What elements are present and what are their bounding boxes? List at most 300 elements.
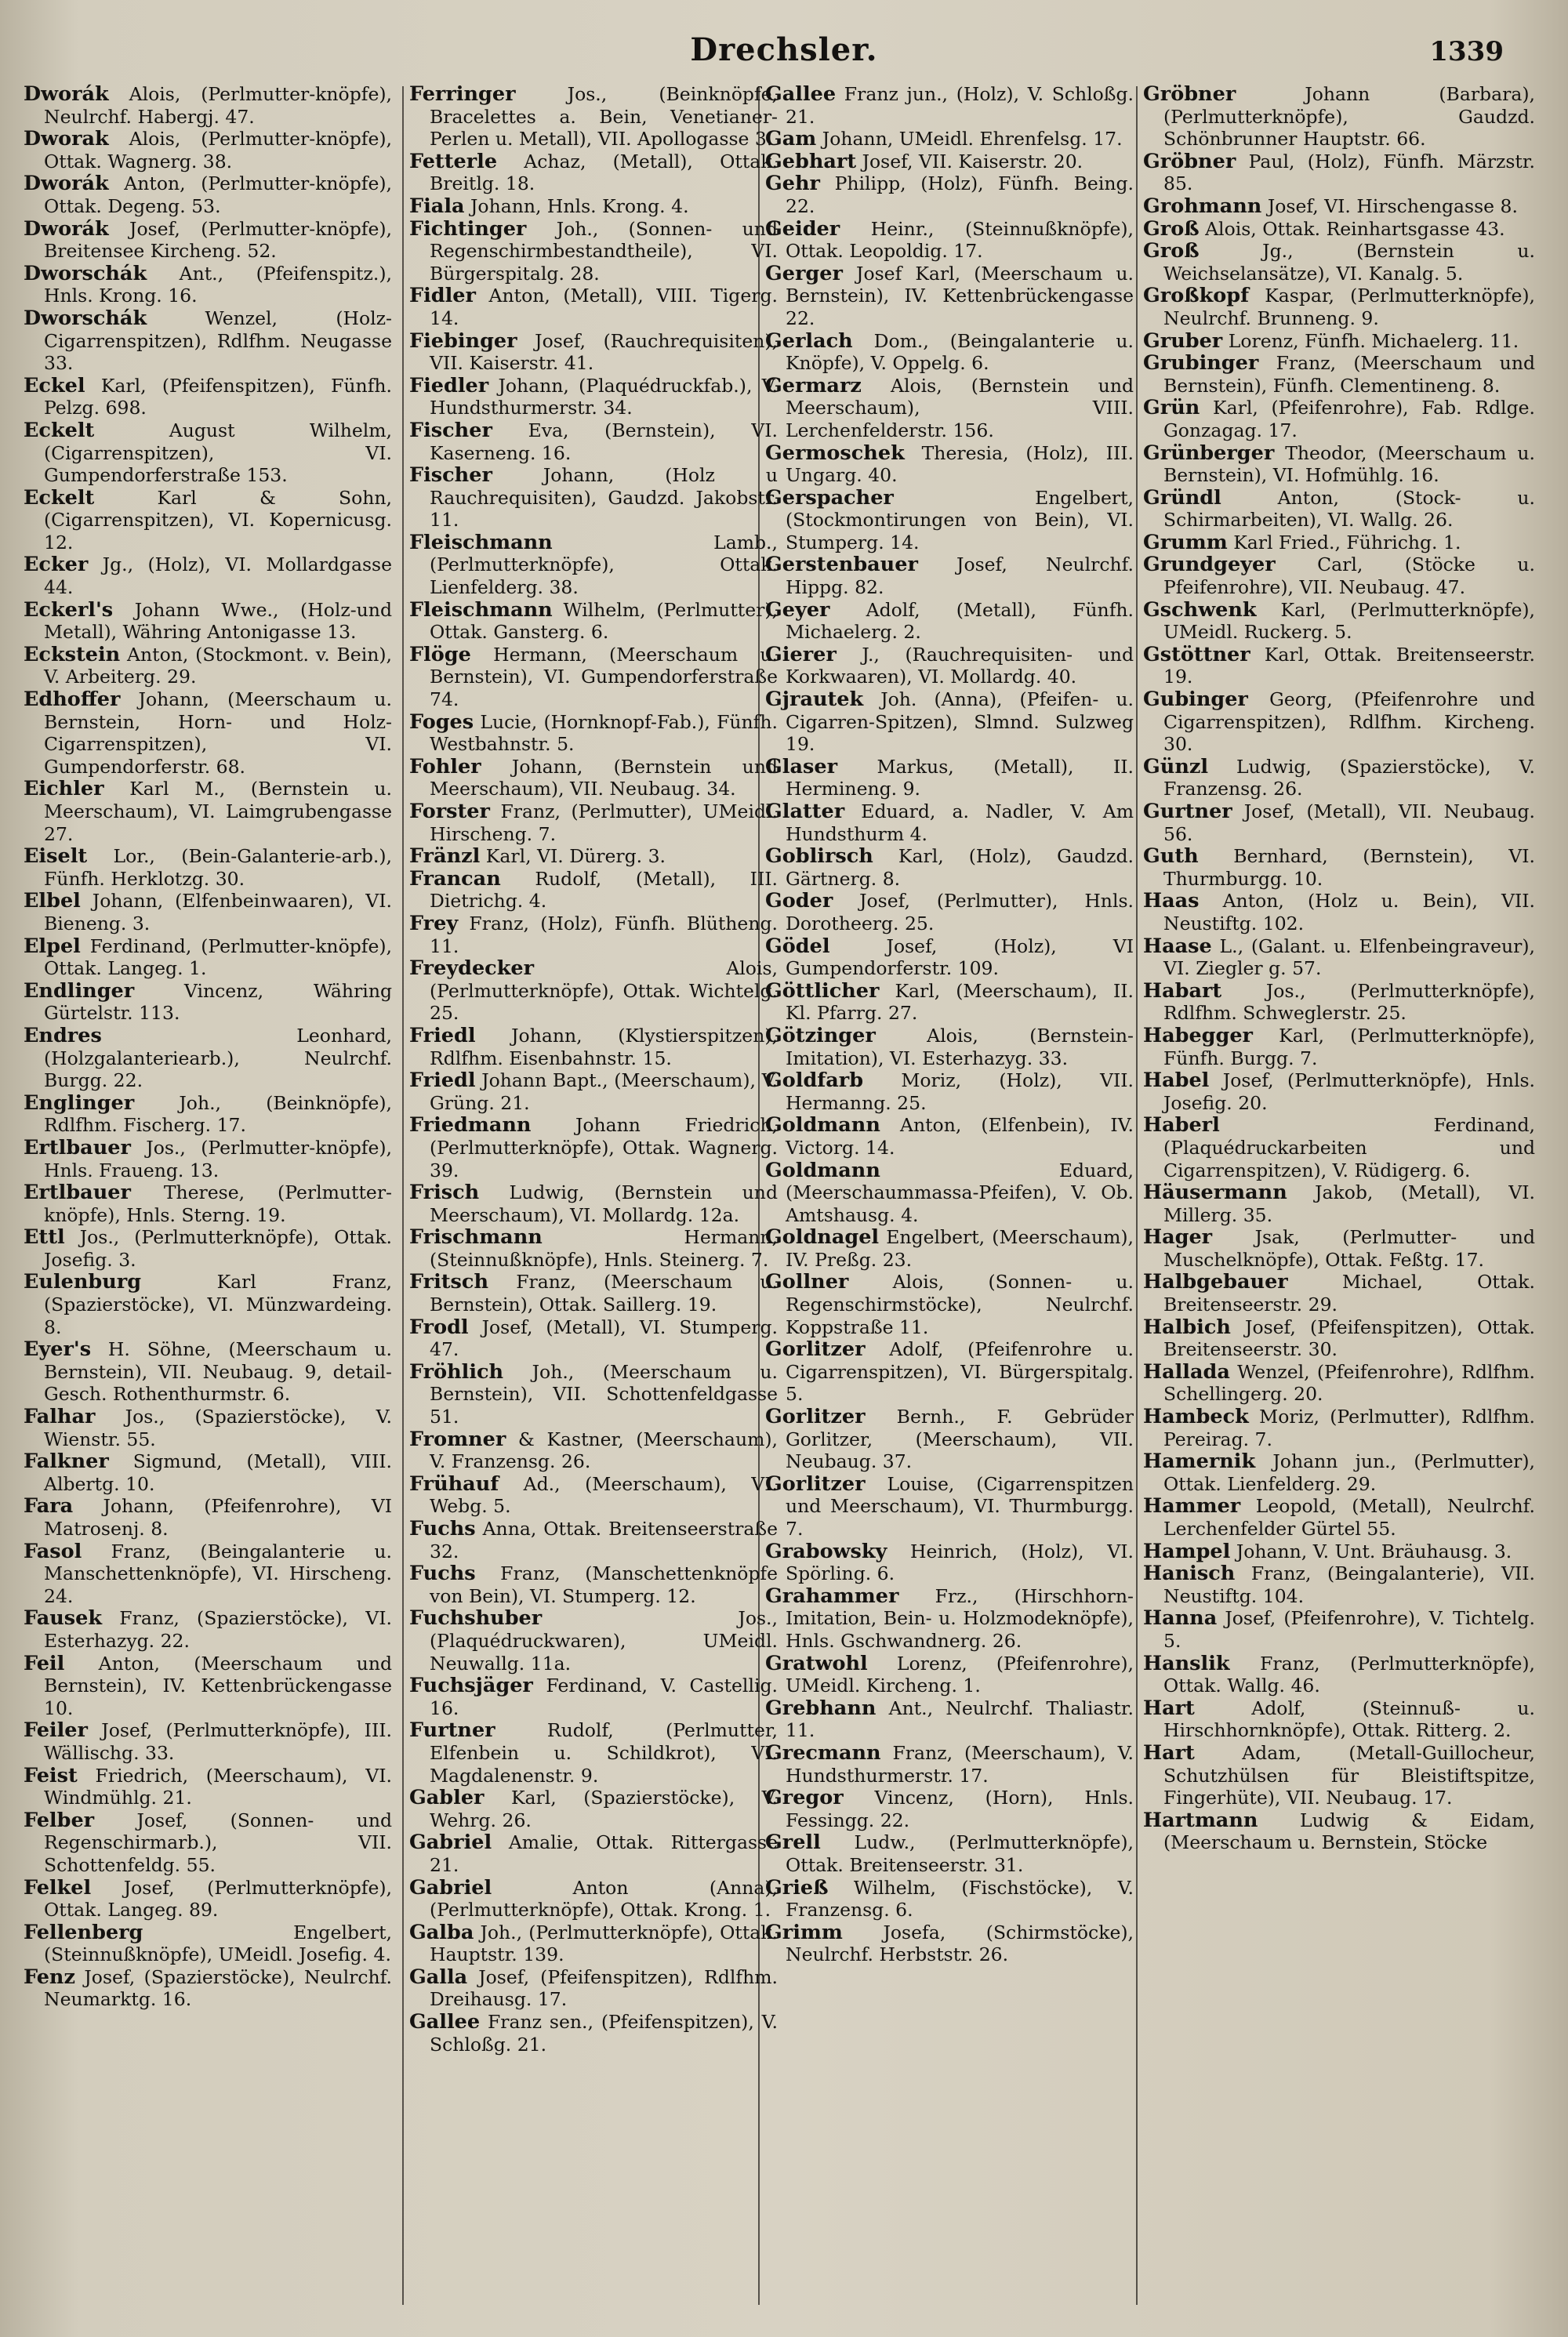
entry-name: Goldmann — [765, 1158, 880, 1182]
directory-entry — [1143, 800, 1535, 845]
entry-name: Friedl — [409, 1069, 476, 1093]
entry-name: Falhar — [24, 1405, 96, 1429]
directory-entry — [409, 464, 778, 532]
entry-name: Gehr — [765, 172, 820, 196]
entry-details: Hermann, (Meerschaum u. Bernstein), VI. Gumpendorferstraße 74. — [430, 643, 778, 711]
entry-details: Rudolf, (Perlmutter, Elfenbein u. Schildkrot), VI. Magdalenenstr. 9. — [430, 1719, 778, 1787]
entry-name: Haberl — [1143, 1113, 1220, 1138]
entry-details: Johann (Barbara), (Perlmutterknöpfe), Gaudzd. Schönbrunner Hauptstr. 66. — [1163, 83, 1535, 151]
entry-details: Karl Franz, (Spazierstöcke), VI. Münzwardeing. 8. — [44, 1271, 392, 1338]
directory-entry — [24, 1137, 392, 1181]
entry-details: Johann Wwe., (Holz-und Metall), Währing Antonigasse 13. — [44, 598, 392, 644]
entry-details: Kaspar, (Perlmutterknöpfe), Neulrchf. Brunneng. 9. — [1163, 285, 1535, 329]
directory-entry — [24, 1966, 392, 2011]
column-1 — [24, 83, 392, 2310]
entry-name: Flöge — [409, 642, 471, 666]
directory-entry — [24, 83, 392, 128]
directory-entry — [409, 1428, 778, 1473]
directory-entry — [1143, 1271, 1535, 1315]
entry-name: Goldmann — [765, 1113, 880, 1138]
directory-entry — [24, 128, 392, 172]
directory-entry — [409, 218, 778, 285]
directory-entry — [24, 1450, 392, 1495]
entry-details: Johann, (Bernstein und Meerschaum), VII. Neubaug. 34. — [430, 755, 778, 800]
entry-details: Josef, (Spazierstöcke), Neulrchf. Neumarktg. 16. — [44, 1965, 392, 2011]
directory-entry — [409, 1181, 778, 1226]
entry-name: Ettl — [24, 1225, 65, 1250]
entry-name: Fiala — [409, 194, 465, 218]
entry-name: Frisch — [409, 1181, 480, 1205]
entry-details: Karl M., (Bernstein u. Meerschaum), VI. Laimgrubengasse 27. — [44, 778, 392, 845]
entry-details: Josef, (Perlmutter), Hnls. Dorotheerg. 25. — [786, 890, 1134, 934]
entry-details: Josef, (Pfeifenrohre), V. Tichtelg. 5. — [1163, 1607, 1535, 1652]
entry-details: Karl, (Perlmutterknöpfe), Fünfh. Burgg. 7. — [1163, 1024, 1535, 1069]
entry-details: Johann, (Meerschaum u. Bernstein, Horn- und Holz-Cigarrenspitzen), VI. Gumpendorferstr. 68. — [44, 688, 392, 778]
directory-entry — [409, 1226, 778, 1271]
entry-name: Eulenburg — [24, 1270, 142, 1294]
directory-entry — [24, 599, 392, 644]
entry-name: Groß — [1143, 239, 1200, 263]
entry-name: Hart — [1143, 1740, 1195, 1765]
entry-details: Adolf, (Pfeifenrohre u. Cigarrenspitzen), VI. Bürgerspitalg. 5. — [786, 1338, 1134, 1406]
entry-name: Fuchs — [409, 1517, 476, 1540]
directory-entry — [765, 1787, 1134, 1831]
directory-entry — [765, 487, 1134, 554]
entry-details: Ant., (Pfeifenspitz.), Hnls. Krong. 16. — [44, 262, 392, 307]
directory-entry — [765, 599, 1134, 644]
directory-entry — [24, 1607, 392, 1652]
entry-details: Georg, (Pfeifenrohre und Cigarrenspitzen), Rdlfhm. Kircheng. 30. — [1163, 688, 1535, 756]
directory-entry — [24, 980, 392, 1025]
entry-details: Eduard, (Meerschaummassa-Pfeifen), V. Ob. Amtshausg. 4. — [786, 1159, 1134, 1226]
entry-details: Johann, (Holz u Rauchrequisiten), Gaudzd. Jakobstr. 11. — [430, 464, 778, 532]
entry-details: Ludwig, (Spazierstöcke), V. Franzensg. 26. — [1163, 755, 1535, 800]
entry-details: Ludwig, (Bernstein und Meerschaum), VI. Mollardg. 12a. — [430, 1181, 778, 1226]
entry-name: Habel — [1143, 1069, 1210, 1093]
entry-details: Johann, (Plaquédruckfab.), V. Hundsthurmerstr. 34. — [430, 374, 778, 419]
directory-entry — [1143, 352, 1535, 397]
directory-entry — [765, 1877, 1134, 1921]
directory-entry — [409, 1114, 778, 1181]
directory-entry — [765, 688, 1134, 756]
directory-entry — [24, 375, 392, 419]
entry-name: Häusermann — [1143, 1181, 1287, 1205]
entry-details: Alois, Ottak. Reinhartsgasse 43. — [1199, 217, 1505, 240]
directory-entry — [765, 1226, 1134, 1271]
entry-name: Felber — [24, 1808, 95, 1832]
directory-entry — [24, 688, 392, 778]
entry-name: Fasol — [24, 1539, 82, 1563]
entry-name: Frühauf — [409, 1472, 499, 1496]
entry-name: Hanslik — [1143, 1651, 1230, 1675]
directory-entry — [409, 330, 778, 375]
entry-name: Hallada — [1143, 1359, 1230, 1384]
entry-name: Francan — [409, 866, 501, 891]
directory-entry — [409, 1921, 778, 1966]
entry-details: Johann, UMeidl. Ehrenfelsg. 17. — [816, 128, 1123, 151]
directory-entry — [765, 375, 1134, 442]
entry-name: Dworschák — [24, 306, 147, 330]
entry-details: Franz, (Meerschaum und Bernstein), Fünfh. Clementineng. 8. — [1163, 352, 1535, 397]
entry-details: Josef, (Sonnen- und Regenschirmarb.), VII. Schottenfeldg. 55. — [44, 1809, 392, 1876]
entry-details: Johann, (Elfenbeinwaaren), VI. Bieneng. 3. — [44, 890, 392, 934]
entry-details: Johann, (Klystierspitzen), Rdlfhm. Eisenbahnstr. 15. — [430, 1024, 778, 1069]
entry-details: Franz sen., (Pfeifenspitzen), V. Schloßg. 21. — [430, 2011, 778, 2056]
entry-name: Grubinger — [1143, 351, 1259, 376]
entry-details: Johann jun., (Perlmutter), Ottak. Lienfelderg. 29. — [1163, 1450, 1535, 1495]
entry-details: Karl, (Pfeifenrohre), Fab. Rdlge. Gonzagag. 17. — [1163, 397, 1535, 441]
entry-details: Johann Bapt., (Meerschaum), V. Grüng. 21. — [430, 1069, 778, 1114]
entry-details: Anton, (Stockmont. v. Bein), V. Arbeiterg. 29. — [44, 643, 392, 688]
entry-name: Hanisch — [1143, 1562, 1236, 1586]
directory-entry — [24, 778, 392, 845]
entry-details: Dom., (Beingalanterie u. Knöpfe), V. Oppelg. 6. — [786, 329, 1134, 375]
entry-details: Karl, (Spazierstöcke), V. Wehrg. 26. — [430, 1787, 778, 1831]
directory-entry — [1143, 980, 1535, 1025]
entry-name: Grabowsky — [765, 1539, 887, 1563]
directory-entry — [409, 711, 778, 756]
entry-name: Gabriel — [409, 1831, 492, 1855]
entry-details: Wenzel, (Holz-Cigarrenspitzen), Rdlfhm. Neugasse 33. — [44, 307, 392, 375]
directory-entry — [24, 845, 392, 890]
directory-entry — [24, 1765, 392, 1809]
page-title: Drechsler. — [690, 31, 878, 68]
directory-entry — [1143, 1607, 1535, 1652]
directory-entry — [409, 1831, 778, 1876]
entry-name: Eichler — [24, 777, 104, 801]
directory-entry — [1143, 935, 1535, 980]
entry-details: Johann, (Pfeifenrohre), VI Matrosenj. 8. — [44, 1495, 392, 1540]
directory-entry — [765, 644, 1134, 688]
entry-details: Johann, V. Unt. Bräuhausg. 3. — [1230, 1540, 1512, 1562]
entry-name: Gerger — [765, 261, 843, 285]
directory-entry — [765, 128, 1134, 151]
entry-details: Friedrich, (Meerschaum), VI. Windmühlg. 21. — [44, 1764, 392, 1809]
entry-details: Ferdinand, V. Castellig. 16. — [430, 1675, 778, 1719]
entry-details: Karl & Sohn, (Cigarrenspitzen), VI. Kopernicusg. 12. — [44, 486, 392, 553]
entry-name: Goder — [765, 889, 833, 913]
directory-entry — [1143, 1406, 1535, 1450]
entry-details: Anton, (Stock- u. Schirmarbeiten), VI. Wallg. 26. — [1163, 486, 1535, 532]
entry-details: Jakob, (Metall), VI. Millerg. 35. — [1163, 1181, 1535, 1226]
directory-entry — [765, 1585, 1134, 1653]
directory-entry — [24, 419, 392, 487]
entry-details: Jg., (Holz), VI. Mollardgasse 44. — [44, 553, 392, 599]
entry-name: Gabriel — [409, 1875, 492, 1900]
directory-entry — [24, 1406, 392, 1450]
directory-entry — [409, 1518, 778, 1562]
directory-entry — [1143, 1025, 1535, 1069]
directory-entry — [409, 1877, 778, 1921]
entry-details: Josef, VII. Kaiserstr. 20. — [856, 150, 1083, 172]
entry-details: Karl, VI. Dürerg. 3. — [480, 845, 666, 868]
directory-entry — [1143, 1495, 1535, 1540]
column-4 — [1143, 83, 1535, 2310]
entry-details: Josef, (Perlmutterknöpfe), Ottak. Langeg. 89. — [44, 1876, 392, 1921]
entry-details: Franz, (Beingalanterie), VII. Neustiftg. 104. — [1163, 1562, 1535, 1607]
directory-entry — [409, 644, 778, 711]
entry-name: Halbgebauer — [1143, 1270, 1288, 1294]
entry-name: Felkel — [24, 1875, 92, 1900]
entry-name: Goldnagel — [765, 1225, 880, 1250]
directory-entry — [1143, 1316, 1535, 1361]
entry-name: Dworák — [24, 83, 109, 106]
entry-details: L., (Galant. u. Elfenbeingraveur), VI. Ziegler g. 57. — [1163, 934, 1535, 980]
directory-entry — [1143, 1742, 1535, 1809]
entry-name: Friedmann — [409, 1113, 532, 1138]
directory-entry — [409, 151, 778, 195]
entry-name: Gollner — [765, 1270, 849, 1294]
directory-entry — [409, 913, 778, 957]
directory-entry — [409, 83, 778, 151]
entry-details: Wilhelm, (Perlmutter), Ottak. Gansterg. 6. — [430, 598, 778, 644]
entry-details: Josef, (Pfeifenspitzen), Rdlfhm. Dreihausg. 17. — [430, 1965, 778, 2011]
directory-entry — [409, 1675, 778, 1719]
entry-details: Anna, Ottak. Breitenseerstraße 32. — [430, 1518, 778, 1562]
entry-name: Gruber — [1143, 328, 1223, 353]
entry-name: Fidler — [409, 284, 476, 308]
entry-name: Dworák — [24, 216, 109, 241]
column-divider — [402, 86, 404, 2305]
directory-entry — [24, 935, 392, 980]
directory-entry — [24, 1653, 392, 1720]
directory-entry — [24, 1092, 392, 1137]
entry-details: Josef Karl, (Meerschaum u. Bernstein), IV. Kettenbrückengasse 22. — [786, 262, 1134, 329]
directory-entry — [1143, 285, 1535, 329]
entry-name: Habart — [1143, 978, 1222, 1003]
entry-details: Engelbert, (Stockmontirungen von Bein), VI. Stumperg. 14. — [786, 486, 1134, 553]
entry-details: Theresia, (Holz), III. Ungarg. 40. — [786, 441, 1134, 487]
directory-entry — [1143, 1653, 1535, 1697]
entry-name: Endlinger — [24, 978, 135, 1003]
entry-name: Ertlbauer — [24, 1181, 131, 1205]
directory-entry — [409, 1316, 778, 1361]
entry-details: Ludw., (Perlmutterknöpfe), Ottak. Breitenseerstr. 31. — [786, 1831, 1134, 1876]
entry-name: Hamernik — [1143, 1450, 1256, 1474]
entry-details: Josef, VI. Hirschengasse 8. — [1261, 194, 1518, 217]
entry-details: Franz, (Perlmutter), UMeidl. Hirscheng. 7. — [430, 800, 778, 845]
directory-entry — [409, 1271, 778, 1315]
entry-name: Eckerl's — [24, 597, 114, 622]
directory-entry — [24, 1025, 392, 1092]
entry-details: Adam, (Metall-Guillocheur, Schutzhülsen für Bleistiftspitze, Fingerhüte), VII. Neubaug. 17. — [1163, 1741, 1535, 1809]
directory-entry — [1143, 83, 1535, 151]
directory-entry — [765, 172, 1134, 217]
entry-details: & Kastner, (Meerschaum), V. Franzensg. 26. — [430, 1428, 778, 1473]
directory-entry — [24, 263, 392, 307]
entry-name: Frischmann — [409, 1225, 543, 1250]
entry-name: Galla — [409, 1965, 468, 1989]
entry-name: Fröhlich — [409, 1359, 504, 1384]
directory-entry — [24, 1540, 392, 1608]
entry-name: Fischer — [409, 418, 492, 442]
entry-name: Geyer — [765, 597, 830, 622]
entry-details: Eduard, a. Nadler, V. Am Hundsthurm 4. — [786, 800, 1134, 845]
entry-name: Gorlitzer — [765, 1337, 866, 1362]
directory-entry — [409, 1787, 778, 1831]
entry-details: Anton (Anna), (Perlmutterknöpfe), Ottak. Krong. 1. — [430, 1876, 778, 1921]
entry-name: Glatter — [765, 800, 845, 823]
entry-name: Feist — [24, 1763, 78, 1787]
entry-name: Gebhart — [765, 149, 857, 173]
directory-entry — [765, 1653, 1134, 1697]
entry-details: Louise, (Cigarrenspitzen und Meerschaum), VI. Thurmburgg. 7. — [786, 1472, 1134, 1540]
entry-name: Glaser — [765, 754, 838, 778]
entry-name: Grieß — [765, 1875, 829, 1900]
entry-details: Jos., (Beinknöpfe, Bracelettes a. Bein, Venetianer-Perlen u. Metall), VII. Apollogasse 3. — [430, 83, 778, 151]
entry-name: Hammer — [1143, 1494, 1241, 1519]
directory-entry — [765, 263, 1134, 330]
entry-name: Fenz — [24, 1965, 75, 1989]
entry-details: Karl, (Perlmutterknöpfe), UMeidl. Ruckerg. 5. — [1163, 598, 1535, 644]
directory-entry — [765, 151, 1134, 173]
directory-entry — [409, 1025, 778, 1069]
entry-name: Guth — [1143, 844, 1199, 869]
entry-name: Gallee — [409, 2010, 481, 2034]
entry-details: Lucie, (Hornknopf-Fab.), Fünfh. Westbahnstr. 5. — [430, 710, 778, 756]
directory-entry — [409, 957, 778, 1025]
entry-name: Hart — [1143, 1696, 1195, 1720]
entry-name: Elbel — [24, 889, 81, 913]
entry-name: Gallee — [765, 83, 837, 106]
entry-details: Wenzel, (Pfeifenrohre), Rdlfhm. Schellingerg. 20. — [1163, 1360, 1535, 1406]
entry-name: Grahammer — [765, 1584, 899, 1608]
directory-entry — [409, 2011, 778, 2056]
directory-entry — [1143, 330, 1535, 353]
entry-details: Amalie, Ottak. Rittergasse 21. — [430, 1831, 778, 1876]
entry-name: Fara — [24, 1494, 74, 1519]
entry-name: Gierer — [765, 642, 837, 666]
entry-details: Sigmund, (Metall), VIII. Albertg. 10. — [44, 1450, 392, 1495]
directory-entry — [1143, 599, 1535, 644]
directory-entry — [409, 1966, 778, 2011]
entry-details: Achaz, (Metall), Ottak. Breitlg. 18. — [430, 150, 778, 195]
entry-details: Ferdinand, (Perlmutter-knöpfe), Ottak. Langeg. 1. — [44, 934, 392, 980]
directory-entry — [765, 800, 1134, 845]
directory-entry — [24, 1338, 392, 1406]
directory-entry — [765, 1921, 1134, 1966]
directory-entry — [24, 644, 392, 688]
entry-name: Gurtner — [1143, 800, 1232, 823]
entry-name: Gründl — [1143, 485, 1221, 510]
entry-name: Grell — [765, 1831, 821, 1855]
directory-entry — [1143, 1562, 1535, 1607]
entry-name: Eckstein — [24, 642, 121, 666]
entry-details: Jos., (Plaquédruckwaren), UMeidl. Neuwallg. 11a. — [430, 1607, 778, 1675]
directory-entry — [409, 1562, 778, 1607]
entry-name: Falkner — [24, 1450, 109, 1474]
entry-details: Engelbert, (Meerschaum), IV. Preßg. 23. — [786, 1226, 1134, 1271]
entry-name: Gabler — [409, 1786, 485, 1810]
entry-name: Gregor — [765, 1786, 844, 1810]
entry-name: Germoschek — [765, 441, 905, 465]
directory-entry — [409, 845, 778, 868]
entry-details: Josefa, (Schirmstöcke), Neulrchf. Herbststr. 26. — [786, 1921, 1134, 1966]
directory-entry — [409, 1069, 778, 1114]
entry-name: Ertlbauer — [24, 1135, 131, 1159]
entry-details: Lorenz, (Pfeifenrohre), UMeidl. Kircheng. 1. — [786, 1652, 1134, 1697]
entry-details: Joh., (Meerschaum u. Bernstein), VII. Schottenfeldgasse 51. — [430, 1360, 778, 1428]
entry-details: Franz, (Meerschaum), V. Hundsthurmerstr. 17. — [786, 1741, 1134, 1787]
entry-name: Gjrautek — [765, 688, 864, 712]
entry-details: Karl, Ottak. Breitenseerstr. 19. — [1163, 643, 1535, 688]
directory-entry — [1143, 240, 1535, 285]
directory-entry — [765, 1540, 1134, 1585]
page-header — [0, 31, 1568, 86]
entry-details: Joh., (Perlmutterknöpfe), Ottak. Hauptstr. 139. — [430, 1921, 778, 1966]
directory-entry — [1143, 1809, 1535, 1854]
entry-name: Geider — [765, 216, 840, 241]
entry-name: Gschwenk — [1143, 597, 1257, 622]
directory-entry — [1143, 1181, 1535, 1226]
entry-name: Grünberger — [1143, 441, 1275, 465]
directory-entry — [24, 1181, 392, 1226]
entry-name: Haas — [1143, 889, 1200, 913]
directory-entry — [409, 1719, 778, 1787]
entry-name: Grecmann — [765, 1740, 881, 1765]
entry-details: Vincenz, Währing Gürtelstr. 113. — [44, 979, 392, 1025]
entry-details: Franz, (Manschettenknöpfe von Bein), VI. Stumperg. 12. — [430, 1562, 778, 1607]
entry-name: Fleischmann — [409, 597, 553, 622]
entry-details: Carl, (Stöcke u. Pfeifenrohre), VII. Neubaug. 47. — [1163, 553, 1535, 599]
entry-name: Gorlitzer — [765, 1405, 866, 1429]
entry-name: Frey — [409, 911, 459, 935]
entry-name: Grundgeyer — [1143, 553, 1276, 577]
entry-details: Philipp, (Holz), Fünfh. Being. 22. — [786, 172, 1134, 217]
entry-name: Grün — [1143, 396, 1200, 420]
directory-entry — [765, 935, 1134, 980]
entry-details: Alois, (Perlmutter-knöpfe), Neulrchf. Habergj. 47. — [44, 83, 392, 128]
entry-details: Jg., (Bernstein u. Weichselansätze), VI. Kanalg. 5. — [1163, 240, 1535, 285]
entry-name: Gerlach — [765, 328, 853, 353]
entry-name: Fausek — [24, 1606, 103, 1631]
entry-details: Anton, (Perlmutter-knöpfe), Ottak. Degeng. 53. — [44, 172, 392, 217]
directory-entry — [409, 419, 778, 464]
directory-entry — [24, 553, 392, 598]
entry-details: Rudolf, (Metall), III. Dietrichg. 4. — [430, 867, 778, 913]
directory-entry — [765, 756, 1134, 800]
directory-entry — [765, 553, 1134, 598]
entry-name: Eyer's — [24, 1337, 92, 1362]
entry-name: Fiebinger — [409, 328, 517, 353]
entry-details: Bernhard, (Bernstein), VI. Thurmburgg. 10. — [1163, 845, 1535, 890]
entry-name: Feiler — [24, 1718, 88, 1743]
entry-details: Franz, (Holz), Fünfh. Blütheng. 11. — [430, 912, 778, 957]
directory-entry — [765, 442, 1134, 487]
directory-entry — [24, 1271, 392, 1338]
entry-details: Karl, (Holz), Gaudzd. Gärtnerg. 8. — [786, 845, 1134, 890]
entry-details: Franz, (Beingalanterie u. Manschettenknöpfe), VI. Hirscheng. 24. — [44, 1540, 392, 1607]
directory-entry — [1143, 845, 1535, 890]
directory-entry — [1143, 442, 1535, 487]
directory-entry — [765, 1406, 1134, 1473]
column-divider — [1136, 86, 1138, 2305]
directory-entry — [409, 756, 778, 800]
entry-name: Fromner — [409, 1427, 506, 1451]
directory-entry — [24, 218, 392, 263]
entry-details: Jos., (Spazierstöcke), V. Wienstr. 55. — [44, 1406, 392, 1450]
entry-name: Eiselt — [24, 844, 88, 869]
entry-name: Fellenberg — [24, 1920, 143, 1944]
entry-name: Ecker — [24, 553, 89, 577]
directory-entry — [409, 532, 778, 599]
entry-details: Jos., (Perlmutter-knöpfe), Hnls. Fraueng. 13. — [44, 1136, 392, 1181]
directory-entry — [1143, 151, 1535, 195]
entry-name: Endres — [24, 1023, 102, 1047]
entry-details: Josef, (Pfeifenspitzen), Ottak. Breitenseerstr. 30. — [1163, 1315, 1535, 1361]
entry-name: Habegger — [1143, 1023, 1253, 1047]
entry-name: Eckel — [24, 373, 85, 397]
